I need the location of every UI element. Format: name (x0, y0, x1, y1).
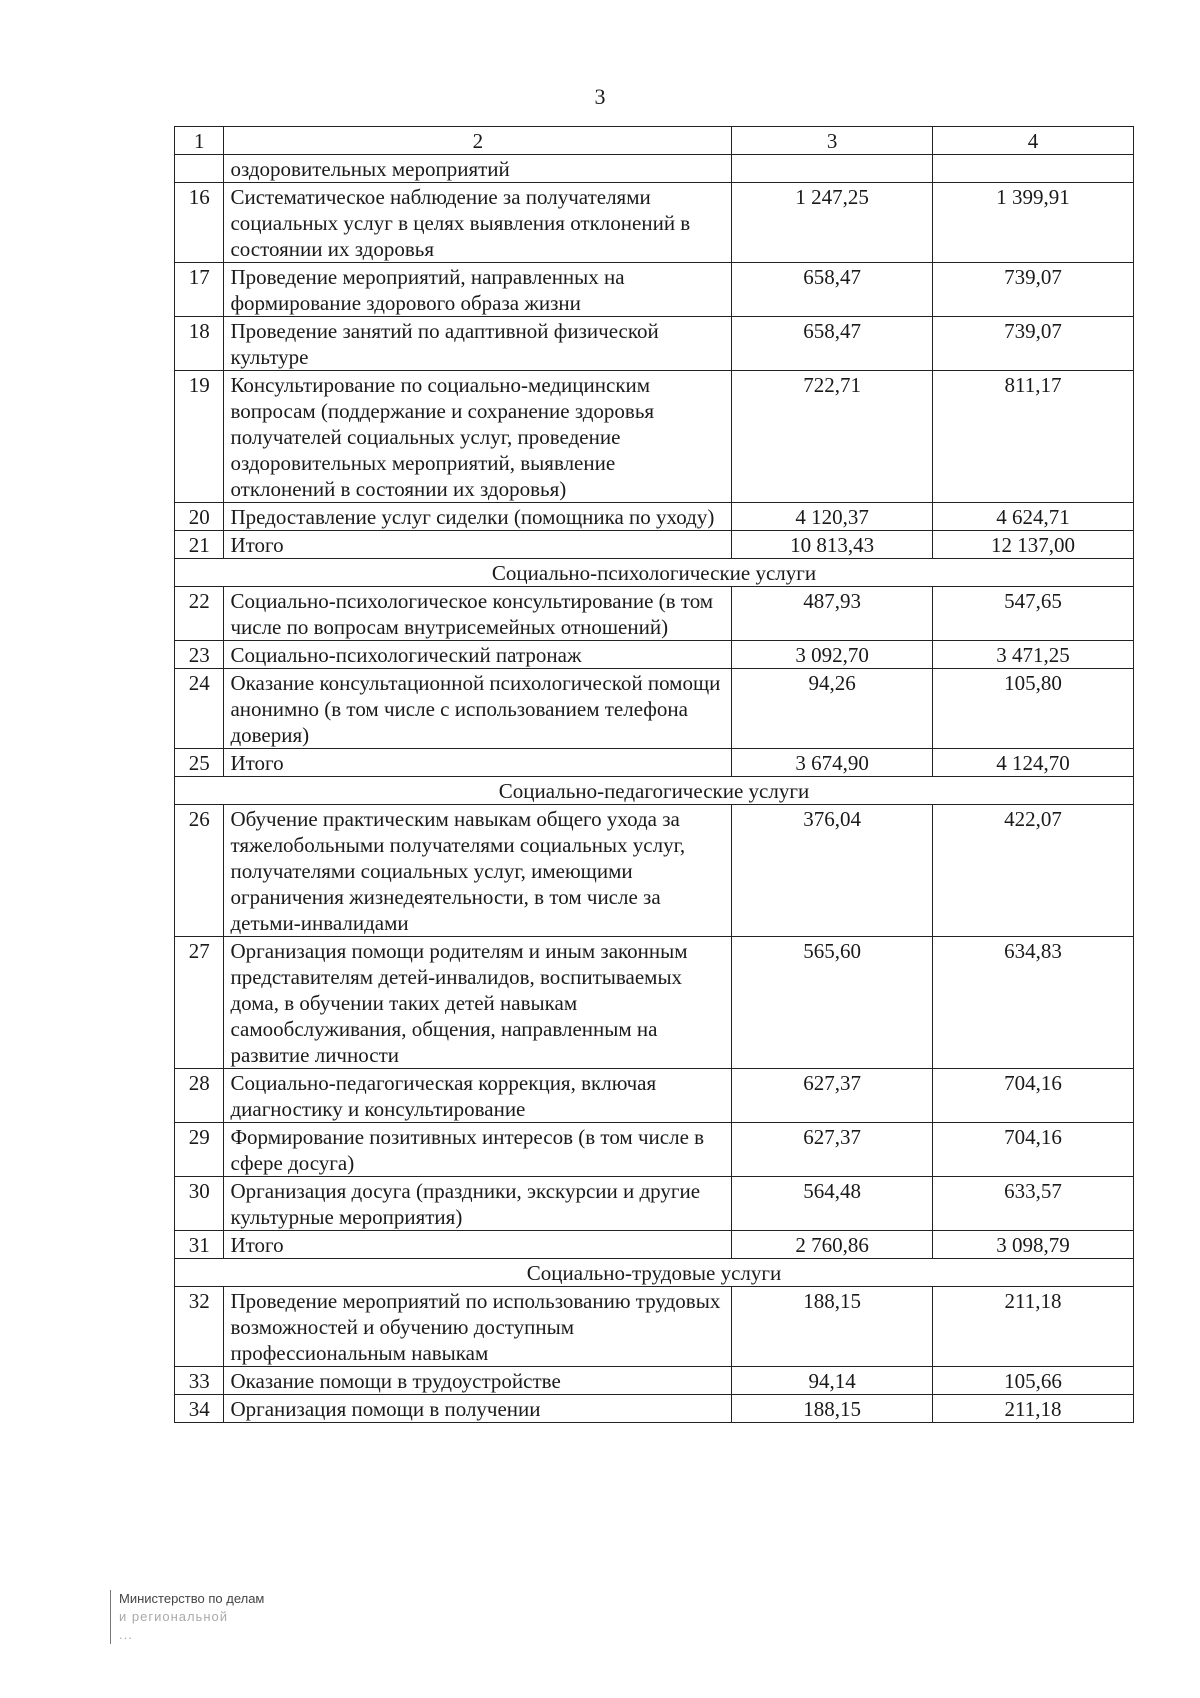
table-row (175, 805, 1134, 937)
service-name: Проведение мероприятий, направленных на формирование здорового образа жизни (224, 263, 732, 317)
value-col-3: 487,93 (732, 587, 933, 641)
value-col-4: 3 471,25 (933, 641, 1134, 669)
row-number: 33 (175, 1367, 224, 1395)
row-number: 29 (175, 1123, 224, 1177)
value-col-4: 4 124,70 (933, 749, 1134, 777)
service-name: Социально-педагогическая коррекция, включая диагностику и консультирование (224, 1069, 732, 1123)
header-col-1: 1 (175, 127, 224, 155)
table-row (175, 1231, 1134, 1259)
value-col-4: 739,07 (933, 317, 1134, 371)
value-col-4: 811,17 (933, 371, 1134, 503)
service-name: Итого (224, 1231, 732, 1259)
row-number: 25 (175, 749, 224, 777)
value-col-4: 12 137,00 (933, 531, 1134, 559)
row-number: 21 (175, 531, 224, 559)
value-col-4: 422,07 (933, 805, 1134, 937)
service-name: Социально-психологическое консультирование (в том числе по вопросам внутрисемейных отношений) (224, 587, 732, 641)
service-name: Социально-психологический патронаж (224, 641, 732, 669)
table-row (175, 183, 1134, 263)
row-number: 30 (175, 1177, 224, 1231)
row-number (175, 155, 224, 183)
value-col-4: 739,07 (933, 263, 1134, 317)
table-row (175, 669, 1134, 749)
row-number: 19 (175, 371, 224, 503)
row-number: 34 (175, 1395, 224, 1423)
value-col-3: 188,15 (732, 1395, 933, 1423)
value-col-3: 10 813,43 (732, 531, 933, 559)
page-number: 3 (594, 84, 606, 109)
table-row (175, 371, 1134, 503)
value-col-3: 565,60 (732, 937, 933, 1069)
stamp-line-3: ... (119, 1627, 133, 1642)
service-name: оздоровительных мероприятий (224, 155, 732, 183)
service-name: Организация помощи в получении (224, 1395, 732, 1423)
stamp-line-1: Министерство по делам (119, 1591, 265, 1606)
value-col-3: 3 092,70 (732, 641, 933, 669)
table-row (175, 1069, 1134, 1123)
service-name: Обучение практическим навыкам общего ухода за тяжелобольными получателями социальных услуг, получателями социальных услуг, имеющими ограничения жизнедеятельности, в том числе за детьми-инвалидами (224, 805, 732, 937)
row-number: 16 (175, 183, 224, 263)
section-header-row (175, 1259, 1134, 1287)
value-col-4: 704,16 (933, 1069, 1134, 1123)
value-col-4: 105,66 (933, 1367, 1134, 1395)
row-number: 27 (175, 937, 224, 1069)
value-col-3: 2 760,86 (732, 1231, 933, 1259)
value-col-4: 634,83 (933, 937, 1134, 1069)
value-col-3: 94,14 (732, 1367, 933, 1395)
service-name: Итого (224, 749, 732, 777)
registration-stamp (110, 1590, 264, 1644)
value-col-4: 547,65 (933, 587, 1134, 641)
table-row (175, 263, 1134, 317)
value-col-4: 211,18 (933, 1395, 1134, 1423)
value-col-4: 105,80 (933, 669, 1134, 749)
row-number: 32 (175, 1287, 224, 1367)
table-header-row (175, 127, 1134, 155)
row-number: 18 (175, 317, 224, 371)
service-name: Оказание консультационной психологической помощи анонимно (в том числе с использованием телефона доверия) (224, 669, 732, 749)
service-name: Проведение мероприятий по использованию трудовых возможностей и обучению доступным профессиональным навыкам (224, 1287, 732, 1367)
value-col-3: 1 247,25 (732, 183, 933, 263)
value-col-3: 564,48 (732, 1177, 933, 1231)
table-row (175, 531, 1134, 559)
section-header-row (175, 559, 1134, 587)
row-number: 28 (175, 1069, 224, 1123)
value-col-3: 376,04 (732, 805, 933, 937)
value-col-3: 658,47 (732, 317, 933, 371)
value-col-4: 211,18 (933, 1287, 1134, 1367)
value-col-3 (732, 155, 933, 183)
table-row (175, 587, 1134, 641)
row-number: 24 (175, 669, 224, 749)
value-col-4: 633,57 (933, 1177, 1134, 1231)
value-col-3: 658,47 (732, 263, 933, 317)
value-col-3: 722,71 (732, 371, 933, 503)
service-name: Проведение занятий по адаптивной физической культуре (224, 317, 732, 371)
row-number: 31 (175, 1231, 224, 1259)
table-row (175, 1395, 1134, 1423)
header-col-3: 3 (732, 127, 933, 155)
table-row (175, 1123, 1134, 1177)
table-row (175, 317, 1134, 371)
value-col-4: 4 624,71 (933, 503, 1134, 531)
stamp-line-2: и региональной (119, 1609, 229, 1624)
value-col-3: 3 674,90 (732, 749, 933, 777)
service-name: Систематическое наблюдение за получателями социальных услуг в целях выявления отклонений в состоянии их здоровья (224, 183, 732, 263)
service-name: Формирование позитивных интересов (в том числе в сфере досуга) (224, 1123, 732, 1177)
value-col-3: 4 120,37 (732, 503, 933, 531)
services-tariff-table (174, 126, 1134, 1423)
table-row (175, 503, 1134, 531)
row-number: 22 (175, 587, 224, 641)
value-col-3: 627,37 (732, 1069, 933, 1123)
row-number: 23 (175, 641, 224, 669)
service-name: Организация помощи родителям и иным законным представителям детей-инвалидов, воспитываемых дома, в обучении таких детей навыкам самообслуживания, общения, направленным на развитие личности (224, 937, 732, 1069)
row-number: 20 (175, 503, 224, 531)
value-col-4: 3 098,79 (933, 1231, 1134, 1259)
value-col-3: 188,15 (732, 1287, 933, 1367)
service-name: Итого (224, 531, 732, 559)
service-name: Консультирование по социально-медицинским вопросам (поддержание и сохранение здоровья получателей социальных услуг, проведение оздоровительных мероприятий, выявление отклонений в состоянии их здоровья) (224, 371, 732, 503)
value-col-4 (933, 155, 1134, 183)
row-number: 17 (175, 263, 224, 317)
value-col-4: 704,16 (933, 1123, 1134, 1177)
table-row (175, 155, 1134, 183)
table-body (175, 127, 1134, 1423)
service-name: Предоставление услуг сиделки (помощника по уходу) (224, 503, 732, 531)
table-row (175, 1287, 1134, 1367)
table-row (175, 749, 1134, 777)
value-col-3: 627,37 (732, 1123, 933, 1177)
value-col-3: 94,26 (732, 669, 933, 749)
service-name: Оказание помощи в трудоустройстве (224, 1367, 732, 1395)
header-col-2: 2 (224, 127, 732, 155)
row-number: 26 (175, 805, 224, 937)
section-title: Социально-педагогические услуги (175, 777, 1134, 805)
section-title: Социально-трудовые услуги (175, 1259, 1134, 1287)
section-title: Социально-психологические услуги (175, 559, 1134, 587)
table-row (175, 937, 1134, 1069)
section-header-row (175, 777, 1134, 805)
service-name: Организация досуга (праздники, экскурсии и другие культурные мероприятия) (224, 1177, 732, 1231)
value-col-4: 1 399,91 (933, 183, 1134, 263)
table-row (175, 1177, 1134, 1231)
table-row (175, 1367, 1134, 1395)
table-row (175, 641, 1134, 669)
header-col-4: 4 (933, 127, 1134, 155)
